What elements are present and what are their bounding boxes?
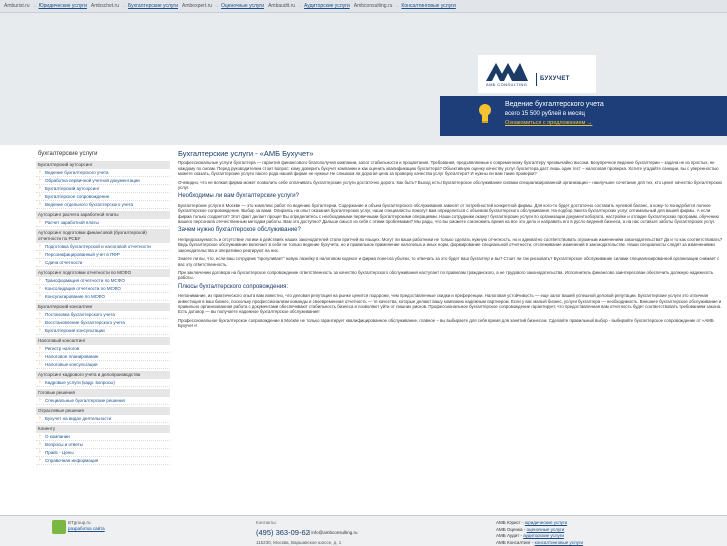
footer-links: [496, 520, 583, 546]
promo-title: Ведение бухгалтерского учета: [505, 101, 604, 108]
sidebar-item[interactable]: › Прайс - Цены: [36, 449, 170, 457]
lightbulb-icon: [478, 103, 492, 125]
article-paragraph: Бухгалтерские услуги в Москве — это комплекс работ по ведению бухгалтерии. Содержание и объем бухгалтерского обслуживания зависят от потребностей конкретной фирмы. Для кого-то будет достаточно составить нулевой баланс, а кому-то понадобится полное бухгалтерское сопровождение. Выбор за вами. Опираясь на опыт оказания бухгалтерских услуг, наши специалисты помогут вам определиться с объемом бухгалтерского обслуживания. На подбор пакета бухгалтерских услуг оптимальный для вашей фирмы. А если фирма только создается? Этот факт делает проще! Вы определитесь с необходимыми первичными бухгалтерскими операциями. Наши сотрудники окажут бухгалтерские услуги по организации документооборота, настройке и отладке бухгалтерских программ, обучению вашего персонала отечественным методам работы. Вам это доступно? Дальше смысл из себя с этими проблемами? Мы рады, что вы сможете сэкономить время на все это дело и направить его в русло ведения бизнеса, а на нас оставьте заботы бухгалтерских услуг.: [178, 203, 723, 225]
sidebar-section-heading[interactable]: Готовые решения: [36, 389, 170, 397]
article-paragraph: Знаете ли вы, что, если ваш сотрудник "прогуливает" новую лазейку в налоговом кодексе и фирма понесла убытки, то отвечать за это будет ваш бухгалтер и вы? Стоит ли так рисковать? Бухгалтерское обслуживание силами специализированной организации снимает с вас эту ответственность.: [178, 256, 723, 267]
sidebar-section-heading[interactable]: Бухгалтерский аутсорсинг: [36, 161, 170, 169]
section-heading: Необходимы ли вам бухгалтерские услуги?: [178, 194, 723, 199]
top-site-link[interactable]: Ambconsulting.ru → Консалтинговые услуги: [354, 0, 456, 12]
sidebar-item[interactable]: › Кадровые услуги (кадр. вопросы): [36, 379, 170, 387]
footer-company-name: АМБ Консалтинг: [496, 540, 531, 545]
sidebar-item[interactable]: › Подготовка бухгалтерской и налоговой отчетности: [36, 243, 170, 251]
sidebar-item[interactable]: › Расчет заработной платы: [36, 219, 170, 227]
footer-company-name: АМБ Аудит: [496, 533, 519, 538]
sidebar-section-heading[interactable]: Отраслевые решения: [36, 407, 170, 415]
sidebar-item[interactable]: › Бухгалтерское сопровождение: [36, 193, 170, 201]
page-title: Бухгалтерские услуги - «АМБ Бухучет»: [178, 151, 723, 156]
main-article: [178, 151, 723, 332]
sidebar-item[interactable]: › Персонифицированный учет в ПФР: [36, 251, 170, 259]
top-sites-bar: [0, 0, 727, 13]
amb-logo[interactable]: [478, 55, 596, 93]
sidebar-item[interactable]: › Бухгалтерский аутсорсинг: [36, 185, 170, 193]
sidebar-item[interactable]: › Специальные бухгалтерские решения: [36, 397, 170, 405]
sidebar-item[interactable]: › Налоговое планирование: [36, 353, 170, 361]
footer-service-link[interactable]: юридические услуги: [525, 520, 567, 525]
sidebar-title: бухгалтерские услуги: [36, 151, 170, 157]
promo-price: всего 15 500 рублей в месяц: [505, 111, 585, 117]
phone-number: (495) 363-09-62: [256, 528, 310, 537]
top-site-link[interactable]: Ambaudit.ru → Аудиторские услуги: [268, 0, 350, 12]
top-site-domain[interactable]: Ambexpert.ru: [182, 3, 212, 9]
footer-company-name: АМБ Оценка: [496, 527, 523, 532]
sidebar-item[interactable]: › Консультирование по МСФО: [36, 293, 170, 301]
sidebar-item[interactable]: › Восстановление бухгалтерского учета: [36, 319, 170, 327]
top-site-domain[interactable]: Ambconsulting.ru: [354, 3, 393, 9]
footer-link-row: АМБ Оценка - оценочные услуги: [496, 527, 583, 534]
promo-link[interactable]: Ознакомиться с предложением →: [505, 120, 592, 126]
section-heading: Плюсы бухгалтерского сопровождения:: [178, 285, 723, 290]
sidebar-section-heading[interactable]: Налоговый консалтинг: [36, 337, 170, 345]
footer-service-link[interactable]: консалтинговые услуги: [535, 540, 583, 545]
top-site-service[interactable]: Консалтинговые услуги: [401, 3, 455, 9]
sidebar-item[interactable]: › О компании: [36, 433, 170, 441]
top-site-service[interactable]: Аудиторские услуги: [304, 3, 350, 9]
top-site-domain[interactable]: Ambaudit.ru: [268, 3, 295, 9]
sidebar-item[interactable]: › Сдача отчетности: [36, 259, 170, 267]
logo-brand-text: АМБ CONSULTING: [486, 82, 527, 87]
article-paragraph: Профессиональное бухгалтерское сопровождение в Москве не только гарантирует квалифицированное обслуживание, главное – вы выбираете для себя время для занятий бизнесом. Сделайте правильный выбор - выбирайте бухгалтерское сопровождение от «АМБ Бухучет»!: [178, 318, 723, 329]
logo-name-text: БУХУЧЕТ: [540, 76, 570, 82]
footer-service-link[interactable]: оценочные услуги: [527, 527, 565, 532]
footer-link-row: АМБ Аудит - аудиторские услуги: [496, 533, 583, 540]
top-site-service[interactable]: Оценочные услуги: [221, 3, 264, 9]
footer-link-row: АМБ Юрист - юридические услуги: [496, 520, 583, 527]
sidebar-item[interactable]: › Регистр налогов: [36, 345, 170, 353]
footer-service-link[interactable]: аудиторские услуги: [523, 533, 564, 538]
footer: [0, 515, 727, 546]
amb-logo-icon: [484, 59, 528, 81]
top-site-domain[interactable]: Ambschet.ru: [91, 3, 119, 9]
section-heading: Зачем нужно бухгалтерское обслуживание?: [178, 228, 723, 233]
sidebar-section-heading[interactable]: Бухгалтерский консалтинг: [36, 303, 170, 311]
sidebar: [36, 151, 170, 465]
sidebar-item[interactable]: › Налоговые консультации: [36, 361, 170, 369]
article-paragraph: Непонимание, из практического опыта вам известно, что деловая репутация на рынке ценится подороже, чем предоставленные скидки и преференции. Налоговая устойчивость — еще залог вашей успешной деловой репутации. Бухгалтерские услуги это отличная инвестиция в ваш бизнес, поскольку профессионализм команды и своевременная отчетность — те качества, которые делают вашу компанию надежным партнером. Если у вас малый бизнес, услуги бухгалтера — необходимость. Внешнее бухгалтерское обслуживание и правильно организованная работа с документами обеспечивают стабильность бизнеса и позволяют уйти от лишних рисков. Профессиональное бухгалтерское сопровождение гарантирует, что предоставленная вам отчетность будет соответствовать требованиям закона. Есть договор — вы получаете надежное бухгалтерское обслуживание!: [178, 293, 723, 315]
developer-name[interactable]: BTgroup.ru: [68, 520, 105, 526]
sidebar-item[interactable]: › Трансформация отчетности по МСФО: [36, 277, 170, 285]
sidebar-item[interactable]: › Обработка первичной учетной документации: [36, 177, 170, 185]
article-paragraph: Непредсказуемость и отсутствие логики в действиях наших законодателей стали притчей во языцех. Могут ли ваши работники не только сделать нужную отчетность, но и адекватно соответствовать огромным изменениям законодательства? Да и то как соответствовать? Ведь бухгалтерское обслуживание включает в себя не только ведение бухучета, но и правильное применение налоговых и иных норм, формирование специальной отчетности, отслеживание изменений в законодательстве. Наши специалисты следят за изменениями законодательства и оперативно реагируют на них.: [178, 237, 723, 253]
sidebar-item[interactable]: › Бухучет на видах деятельности: [36, 415, 170, 423]
sidebar-item[interactable]: › Консолидация отчетности по МСФО: [36, 285, 170, 293]
sidebar-item[interactable]: › Постановка бухгалтерского учета: [36, 311, 170, 319]
sidebar-section-heading[interactable]: Клиенту: [36, 425, 170, 433]
top-site-service[interactable]: Бухгалтерские услуги: [128, 3, 178, 9]
content-area: [0, 145, 727, 515]
top-site-link[interactable]: Amburist.ru → Юридические услуги: [4, 0, 87, 12]
top-site-link[interactable]: Ambexpert.ru → Оценочные услуги: [182, 0, 264, 12]
developer-credit[interactable]: [68, 520, 105, 532]
top-site-service[interactable]: Юридические услуги: [39, 3, 87, 9]
sidebar-section-heading[interactable]: Аутсорсинг подготовки финансовой (бухгалтерской) отчетности по РСБУ: [36, 229, 170, 243]
email-link[interactable]: | info@ambconsulting.ru: [309, 530, 358, 535]
article-paragraph: Очевидно, что не всякая фирма может позволить себе оплачивать бухгалтерские услуги достаточно дорого. Как быть? Выход есть! Бухгалтерское обслуживание силами специализированной организации – наилучшее сочетание для тех, кто ценит качество бухгалтерских услуг.: [178, 180, 723, 191]
sidebar-section-heading[interactable]: Аутсорсинг кадрового учета и делопроизводства: [36, 371, 170, 379]
logo-divider: [536, 73, 537, 86]
sidebar-item[interactable]: › Справочная информация: [36, 457, 170, 465]
developer-caption[interactable]: разработка сайта: [68, 526, 105, 532]
contacts-label: Контакты:: [256, 520, 277, 525]
sidebar-section-heading[interactable]: Аутсорсинг подготовки отчетности по МСФО: [36, 269, 170, 277]
article-paragraph: Профессиональные услуги бухгалтера — гарантия финансового благополучия компании, залог стабильности и процветания. Требования, предъявляемые к современному бухгалтеру чрезвычайно высоки. Безупречное ведение бухгалтерии – задача не из простых, не каждому по силам. Перед руководителем стоит вопрос: кому доверить бухучет компании и как оценить квалификацию бухгалтера? Объективную оценку качеству услуг бухгалтера даст лишь один тест – налоговая проверка. Хотите угадайте санкции, вы с уверенностью можете сказать, бухгалтерские услуги такого рода нашей фирме не нужны! Не слишком ли дорогая цена за проверку качества услуг бухгалтера? И нужны ли вам такие проверки?: [178, 160, 723, 176]
sidebar-item[interactable]: › Ведение бухгалтерского учета: [36, 169, 170, 177]
sidebar-section-heading[interactable]: Аутсорсинг расчета заработной платы: [36, 211, 170, 219]
footer-company-name: АМБ Юрист: [496, 520, 521, 525]
sidebar-item[interactable]: › Бухгалтерские консультации: [36, 327, 170, 335]
address: 115230, Москва, Варшавское шоссе, д. 1: [256, 540, 341, 545]
developer-logo-icon[interactable]: [52, 520, 66, 534]
sidebar-item[interactable]: › Вопросы и ответы: [36, 441, 170, 449]
promo-banner[interactable]: [440, 96, 727, 136]
top-site-domain[interactable]: Amburist.ru: [4, 3, 30, 9]
sidebar-item[interactable]: › Ведение отдельного бухгалтерского учета: [36, 201, 170, 209]
footer-link-row: АМБ Консалтинг - консалтинговые услуги: [496, 540, 583, 546]
article-paragraph: При заключении договора на бухгалтерское сопровождение ответственность за качество бухгалтерского обслуживания наступает по правилам гражданского, а не трудового законодательства. Исполнитель финансово заинтересован обеспечить должную надежность работы.: [178, 270, 723, 281]
top-site-link[interactable]: Ambschet.ru → Бухгалтерские услуги: [91, 0, 178, 12]
